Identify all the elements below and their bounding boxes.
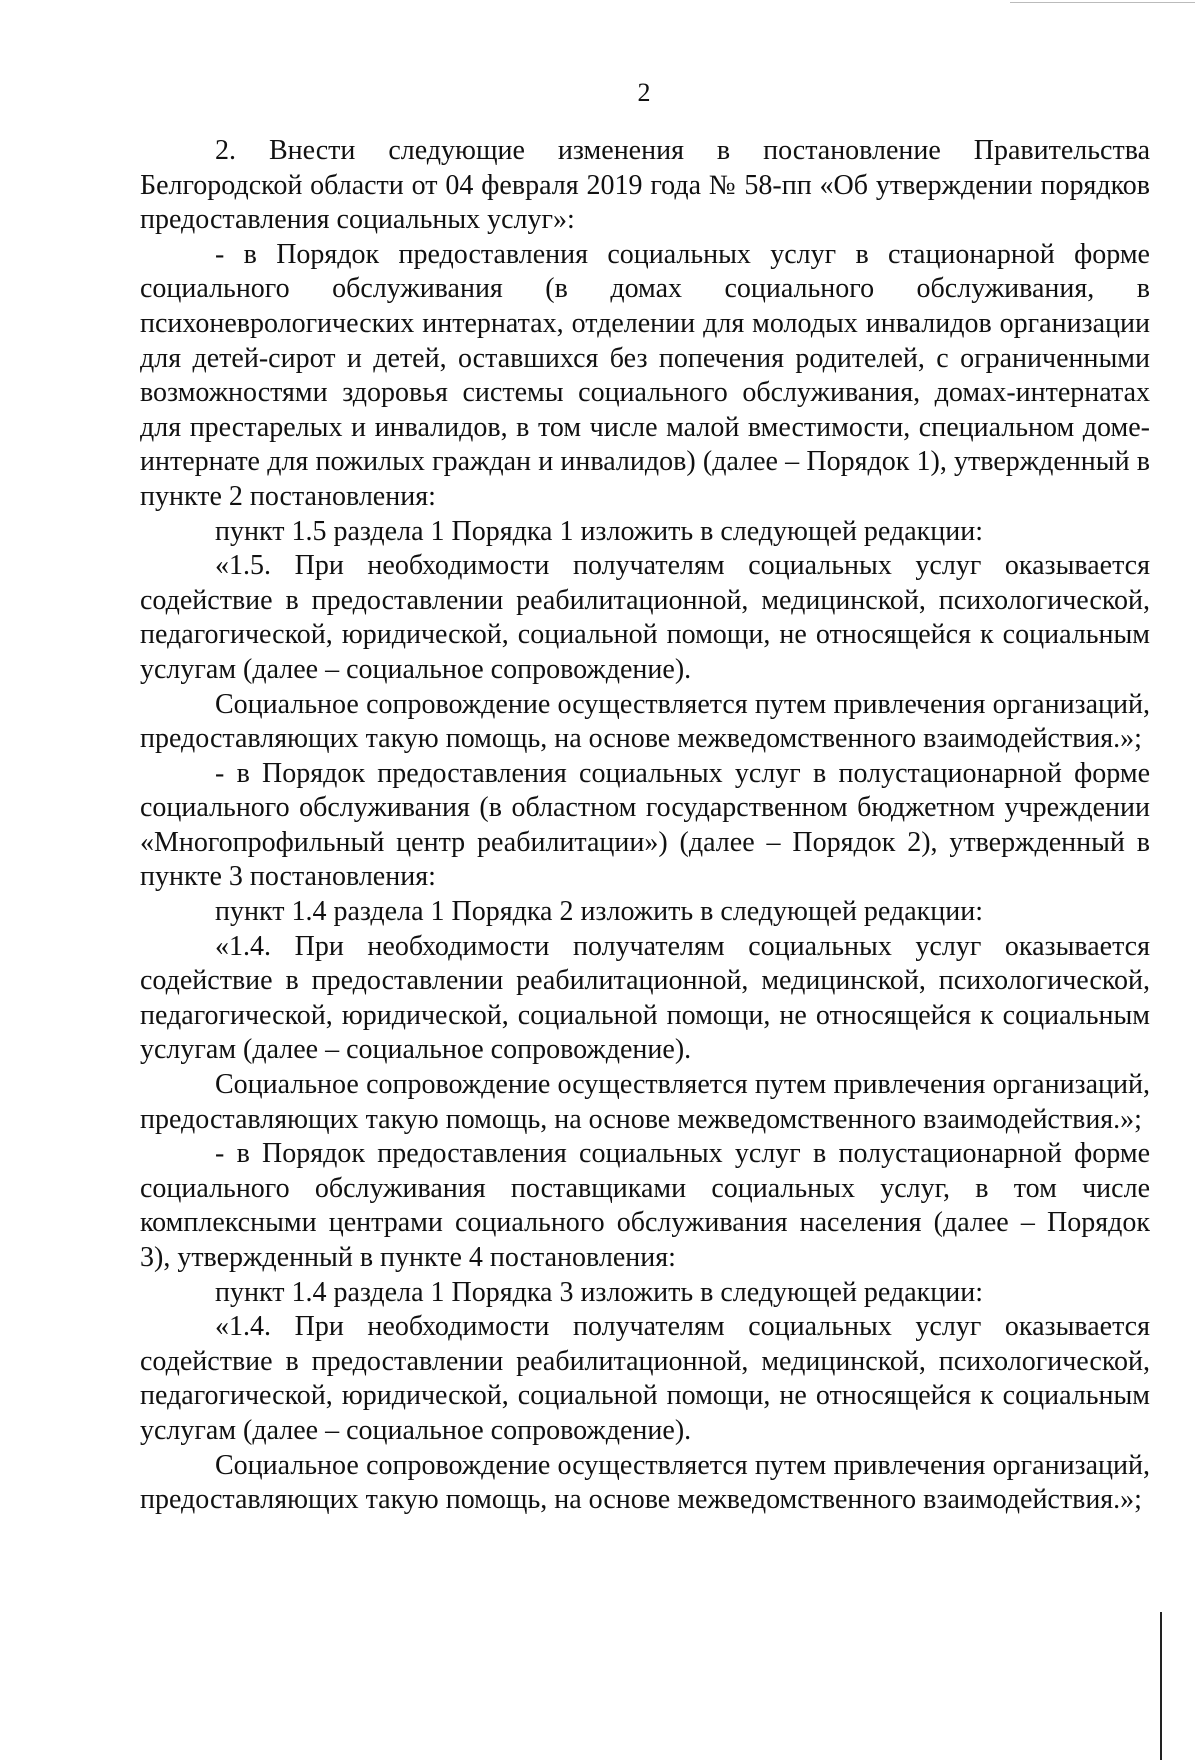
paragraph-order-3-support: Социальное сопровождение осуществляется путем привлечения организаций, предоставляющих такую помощь, на основе межведомственного взаимодействия.»; [140,1449,1150,1516]
paragraph-order-2-support: Социальное сопровождение осуществляется путем привлечения организаций, предоставляющих такую помощь, на основе межведомственного взаимодействия.»; [140,1069,1150,1135]
paragraph-order-1-point: пункт 1.5 раздела 1 Порядка 1 изложить в следующей редакции: [215,515,983,547]
paragraph-order-1-support: Социальное сопровождение осуществляется путем привлечения организаций, предоставляющих такую помощь, на основе межведомственного взаимодействия.»; [140,688,1150,755]
scan-artifact-top [1010,2,1195,3]
paragraph-order-2-point: пункт 1.4 раздела 1 Порядка 2 изложить в следующей редакции: [215,896,983,928]
scan-artifact-edge [1160,1612,1162,1760]
paragraph-order-3-point: пункт 1.4 раздела 1 Порядка 3 изложить в следующей редакции: [215,1276,983,1308]
document-body [140,134,1150,1518]
paragraph-order-1-text: «1.5. При необходимости получателям социальных услуг оказывается содействие в предоставлении реабилитационной, медицинской, психологической, педагогической, юридической, социальной помощи, не относящейся к социальным услугам (далее – социальное сопровождение). [140,550,1150,685]
paragraph-order-2: - в Порядок предоставления социальных услуг в полустационарной форме социального обслуживания (в областном государственном бюджетном учреждении «Многопрофильный центр реабилитации») (далее – Порядок 2), утвержденный в пункте 3 постановления: [140,757,1150,893]
paragraph-amendment-intro: 2. Внести следующие изменения в постановление Правительства Белгородской области от 04 февраля 2019 года № 58-пп «Об утверждении порядков предоставления социальных услуг»: [140,135,1150,236]
paragraph-order-1: - в Порядок предоставления социальных услуг в стационарной форме социального обслуживания (в домах социального обслуживания, в психоневрологических интернатах, отделении для молодых инвалидов организации для детей-сирот и детей, оставшихся без попечения родителей, с ограниченными возможностями здоровья системы социального обслуживания, домах-интернатах для престарелых и инвалидов, в том числе малой вместимости, специальном доме-интернате для пожилых граждан и инвалидов) (далее – Порядок 1), утвержденный в пункте 2 постановления: [140,238,1150,512]
paragraph-order-3-text: «1.4. При необходимости получателям социальных услуг оказывается содействие в предоставлении реабилитационной, медицинской, психологической, педагогической, юридической, социальной помощи, не относящейся к социальным услугам (далее – социальное сопровождение). [140,1311,1150,1446]
paragraph-order-2-text: «1.4. При необходимости получателям социальных услуг оказывается содействие в предоставлении реабилитационной, медицинской, психологической, педагогической, юридической, социальной помощи, не относящейся к социальным услугам (далее – социальное сопровождение). [140,930,1150,1066]
paragraph-order-3: - в Порядок предоставления социальных услуг в полустационарной форме социального обслуживания поставщиками социальных услуг, в том числе комплексными центрами социального обслуживания населения (далее – Порядок 3), утвержденный в пункте 4 постановления: [140,1138,1150,1273]
page-number: 2 [637,78,651,107]
